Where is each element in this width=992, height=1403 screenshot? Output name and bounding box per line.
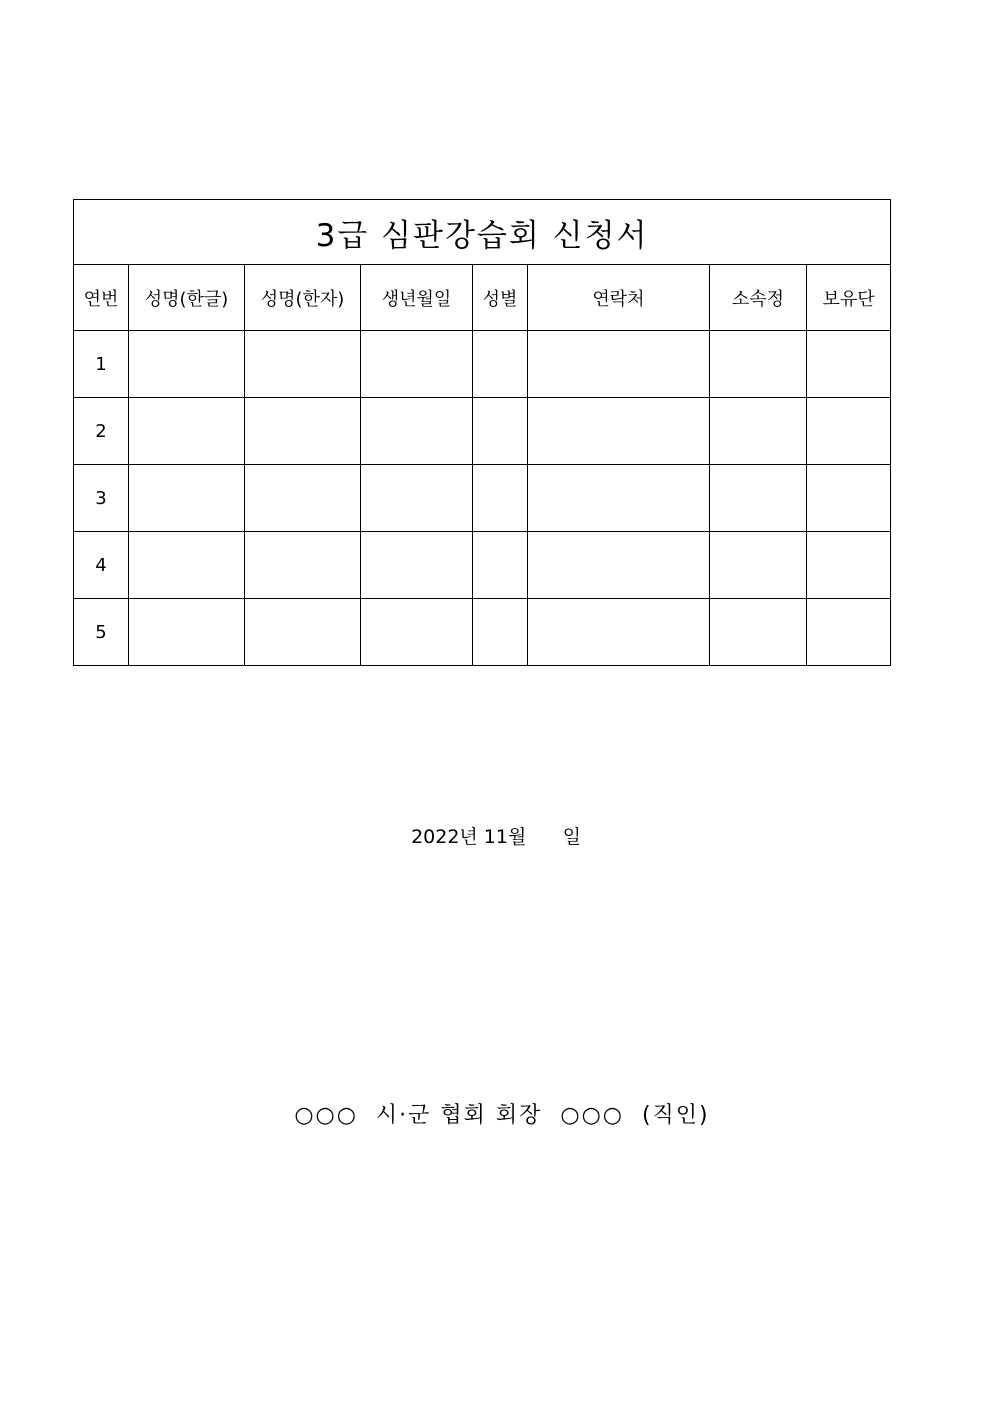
cell-contact[interactable] — [528, 398, 710, 465]
cell-name-hanja[interactable] — [245, 331, 361, 398]
cell-contact[interactable] — [528, 599, 710, 666]
cell-name-korean[interactable] — [129, 599, 245, 666]
col-header-name-korean: 성명(한글) — [129, 265, 245, 331]
cell-name-korean[interactable] — [129, 398, 245, 465]
cell-name-korean[interactable] — [129, 465, 245, 532]
cell-name-hanja[interactable] — [245, 532, 361, 599]
cell-birthdate[interactable] — [361, 599, 473, 666]
row-number: 3 — [74, 465, 129, 532]
cell-name-korean[interactable] — [129, 331, 245, 398]
cell-affiliation[interactable] — [710, 331, 807, 398]
cell-name-hanja[interactable] — [245, 398, 361, 465]
row-number: 4 — [74, 532, 129, 599]
application-date: 2022년 11월 일 — [411, 826, 581, 848]
cell-gender[interactable] — [473, 331, 528, 398]
header-row — [74, 265, 891, 331]
cell-affiliation[interactable] — [710, 532, 807, 599]
row-number: 5 — [74, 599, 129, 666]
cell-gender[interactable] — [473, 398, 528, 465]
table-row — [74, 398, 891, 465]
col-header-number: 연번 — [74, 265, 129, 331]
table-row — [74, 465, 891, 532]
col-header-name-hanja: 성명(한자) — [245, 265, 361, 331]
cell-birthdate[interactable] — [361, 532, 473, 599]
table-row — [74, 599, 891, 666]
cell-contact[interactable] — [528, 331, 710, 398]
row-number: 1 — [74, 331, 129, 398]
cell-birthdate[interactable] — [361, 331, 473, 398]
cell-birthdate[interactable] — [361, 465, 473, 532]
cell-dan-grade[interactable] — [807, 331, 891, 398]
row-number: 2 — [74, 398, 129, 465]
col-header-affiliation: 소속정 — [710, 265, 807, 331]
form-title: 3급 심판강습회 신청서 — [74, 200, 891, 265]
cell-name-hanja[interactable] — [245, 465, 361, 532]
col-header-contact: 연락처 — [528, 265, 710, 331]
application-form-table — [73, 199, 891, 666]
cell-birthdate[interactable] — [361, 398, 473, 465]
cell-name-korean[interactable] — [129, 532, 245, 599]
cell-contact[interactable] — [528, 465, 710, 532]
title-row — [74, 200, 891, 265]
cell-gender[interactable] — [473, 465, 528, 532]
cell-dan-grade[interactable] — [807, 532, 891, 599]
cell-affiliation[interactable] — [710, 599, 807, 666]
cell-dan-grade[interactable] — [807, 465, 891, 532]
table-row — [74, 331, 891, 398]
cell-name-hanja[interactable] — [245, 599, 361, 666]
cell-dan-grade[interactable] — [807, 599, 891, 666]
signature-line: ○○○ 시·군 협회 회장 ○○○ (직인) — [294, 1103, 710, 1128]
cell-dan-grade[interactable] — [807, 398, 891, 465]
cell-gender[interactable] — [473, 532, 528, 599]
col-header-birthdate: 생년월일 — [361, 265, 473, 331]
cell-affiliation[interactable] — [710, 398, 807, 465]
table-row — [74, 532, 891, 599]
cell-contact[interactable] — [528, 532, 710, 599]
cell-gender[interactable] — [473, 599, 528, 666]
cell-affiliation[interactable] — [710, 465, 807, 532]
col-header-dan-grade: 보유단 — [807, 265, 891, 331]
col-header-gender: 성별 — [473, 265, 528, 331]
